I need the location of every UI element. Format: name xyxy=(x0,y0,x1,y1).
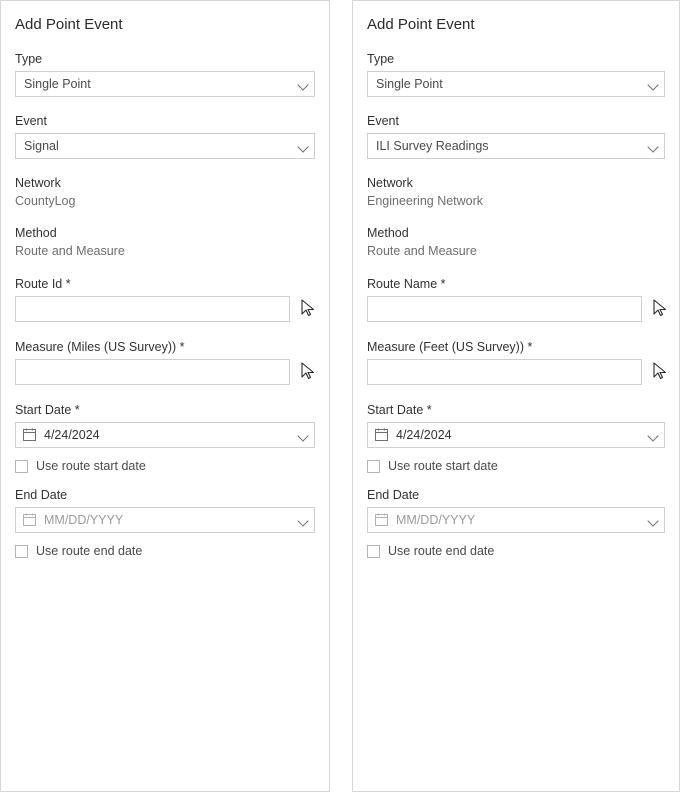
event-label: Event xyxy=(367,114,399,128)
use-route-start-date-row[interactable] xyxy=(367,458,665,474)
network-label: Network xyxy=(367,176,413,190)
measure-picker-icon[interactable] xyxy=(653,362,667,380)
calendar-icon xyxy=(23,513,36,526)
use-route-start-date-checkbox[interactable] xyxy=(15,460,28,473)
method-value: Route and Measure xyxy=(15,244,125,258)
route-id-row xyxy=(15,296,315,322)
start-date-value: 4/24/2024 xyxy=(44,428,100,442)
route-id-label: Route Id * xyxy=(15,277,71,291)
use-route-end-date-row[interactable] xyxy=(367,543,665,559)
use-route-start-date-label: Use route start date xyxy=(36,459,146,473)
calendar-icon xyxy=(375,513,388,526)
use-route-start-date-label: Use route start date xyxy=(388,459,498,473)
add-point-event-panel-left xyxy=(0,0,330,792)
measure-input[interactable] xyxy=(367,359,642,385)
method-label: Method xyxy=(15,226,57,240)
type-select-value: Single Point xyxy=(376,77,443,91)
route-picker-icon[interactable] xyxy=(301,299,315,317)
end-date-label: End Date xyxy=(15,488,68,502)
method-label: Method xyxy=(367,226,409,240)
start-date-picker[interactable] xyxy=(15,422,315,448)
calendar-icon xyxy=(375,428,388,441)
end-date-value: MM/DD/YYYY xyxy=(396,513,476,527)
use-route-end-date-checkbox[interactable] xyxy=(15,545,28,558)
event-select[interactable] xyxy=(367,133,665,159)
measure-row xyxy=(367,359,665,385)
end-date-value: MM/DD/YYYY xyxy=(44,513,124,527)
network-value: CountyLog xyxy=(15,194,76,208)
type-label: Type xyxy=(15,52,43,66)
chevron-down-icon xyxy=(299,143,307,151)
measure-picker-icon[interactable] xyxy=(301,362,315,380)
type-select[interactable] xyxy=(367,71,665,97)
end-date-picker[interactable] xyxy=(367,507,665,533)
network-label: Network xyxy=(15,176,61,190)
measure-label: Measure (Miles (US Survey)) * xyxy=(15,340,185,354)
route-name-label: Route Name * xyxy=(367,277,446,291)
route-id-input[interactable] xyxy=(15,296,290,322)
use-route-end-date-label: Use route end date xyxy=(36,544,143,558)
start-date-picker[interactable] xyxy=(367,422,665,448)
route-name-input[interactable] xyxy=(367,296,642,322)
use-route-end-date-checkbox[interactable] xyxy=(367,545,380,558)
route-picker-icon[interactable] xyxy=(653,299,667,317)
chevron-down-icon xyxy=(649,432,657,440)
measure-label: Measure (Feet (US Survey)) * xyxy=(367,340,533,354)
chevron-down-icon xyxy=(649,81,657,89)
network-value: Engineering Network xyxy=(367,194,484,208)
type-select-value: Single Point xyxy=(24,77,91,91)
chevron-down-icon xyxy=(649,143,657,151)
use-route-start-date-checkbox[interactable] xyxy=(367,460,380,473)
add-point-event-panel-right xyxy=(352,0,680,792)
calendar-icon xyxy=(23,428,36,441)
event-select[interactable] xyxy=(15,133,315,159)
event-select-value: Signal xyxy=(24,139,59,153)
start-date-value: 4/24/2024 xyxy=(396,428,452,442)
event-select-value: ILI Survey Readings xyxy=(376,139,489,153)
chevron-down-icon xyxy=(299,432,307,440)
type-label: Type xyxy=(367,52,395,66)
page-title: Add Point Event xyxy=(15,16,123,33)
type-select[interactable] xyxy=(15,71,315,97)
method-value: Route and Measure xyxy=(367,244,477,258)
use-route-start-date-row[interactable] xyxy=(15,458,315,474)
use-route-end-date-row[interactable] xyxy=(15,543,315,559)
end-date-label: End Date xyxy=(367,488,420,502)
measure-input[interactable] xyxy=(15,359,290,385)
event-label: Event xyxy=(15,114,47,128)
chevron-down-icon xyxy=(299,517,307,525)
page-title: Add Point Event xyxy=(367,16,475,33)
use-route-end-date-label: Use route end date xyxy=(388,544,495,558)
start-date-label: Start Date * xyxy=(367,403,432,417)
start-date-label: Start Date * xyxy=(15,403,80,417)
measure-row xyxy=(15,359,315,385)
chevron-down-icon xyxy=(299,81,307,89)
end-date-picker[interactable] xyxy=(15,507,315,533)
chevron-down-icon xyxy=(649,517,657,525)
route-name-row xyxy=(367,296,665,322)
